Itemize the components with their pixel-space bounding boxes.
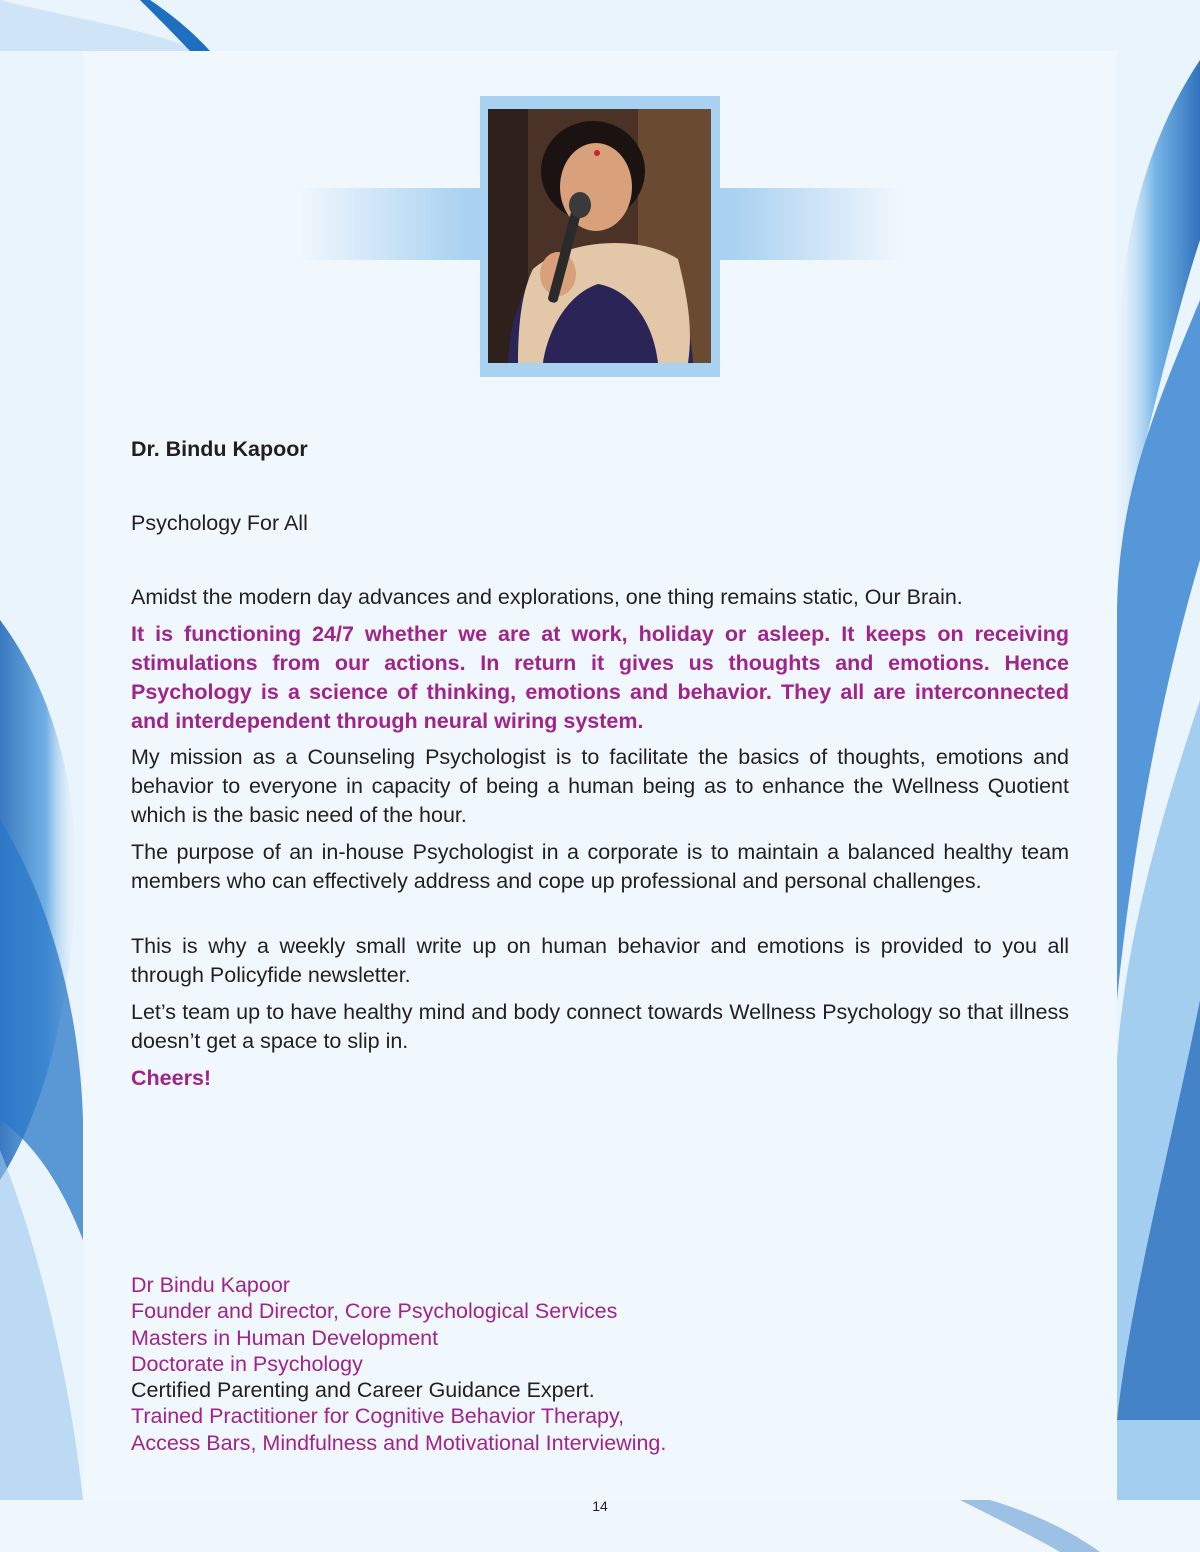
photo-frame bbox=[480, 96, 720, 377]
credential-line: Founder and Director, Core Psychological Services bbox=[131, 1299, 618, 1324]
mission-paragraph: My mission as a Counseling Psychologist is to facilitate the basics of thoughts, emotions and behavior to everyone in capacity of being a human being as to enhance the Wellness Quotient which is the basic need of the hour. bbox=[131, 745, 1069, 827]
credential-line: Dr Bindu Kapoor bbox=[131, 1273, 290, 1297]
credential-line: Access Bars, Mindfulness and Motivational Interviewing. bbox=[131, 1430, 667, 1455]
article-subtitle: Psychology For All bbox=[131, 511, 308, 535]
author-name: Dr. Bindu Kapoor bbox=[131, 437, 308, 461]
credential-line: Masters in Human Development bbox=[131, 1325, 439, 1350]
highlight-paragraph: It is functioning 24/7 whether we are at work, holiday or asleep. It keeps on receiving stimulations from our actions. In return it gives us thoughts and emotions. Hence Psychology is a science of thinking, emotions and behavior. They all are interconnected and interdependent through neural wiring system. bbox=[131, 622, 1069, 733]
credential-line: Certified Parenting and Career Guidance Expert. bbox=[131, 1378, 595, 1403]
credential-line: Doctorate in Psychology bbox=[131, 1351, 363, 1376]
credential-line: Trained Practitioner for Cognitive Behavior Therapy, bbox=[131, 1404, 625, 1429]
page-number: 14 bbox=[592, 1498, 608, 1514]
purpose-paragraph: The purpose of an in-house Psychologist in a corporate is to maintain a balanced healthy team members who can effectively address and cope up professional and personal challenges. bbox=[131, 840, 1069, 893]
weekly-paragraph: This is why a weekly small write up on human behavior and emotions is provided to you all through Policyfide newsletter. bbox=[131, 934, 1069, 987]
sign-off: Cheers! bbox=[131, 1066, 212, 1090]
team-up-paragraph: Let’s team up to have healthy mind and body connect towards Wellness Psychology so that illness doesn’t get a space to slip in. bbox=[131, 1000, 1069, 1053]
portrait-illustration bbox=[488, 109, 711, 363]
credentials-list bbox=[131, 1272, 666, 1456]
portrait-photo bbox=[488, 109, 711, 363]
intro-paragraph: Amidst the modern day advances and explorations, one thing remains static, Our Brain. bbox=[131, 585, 963, 609]
